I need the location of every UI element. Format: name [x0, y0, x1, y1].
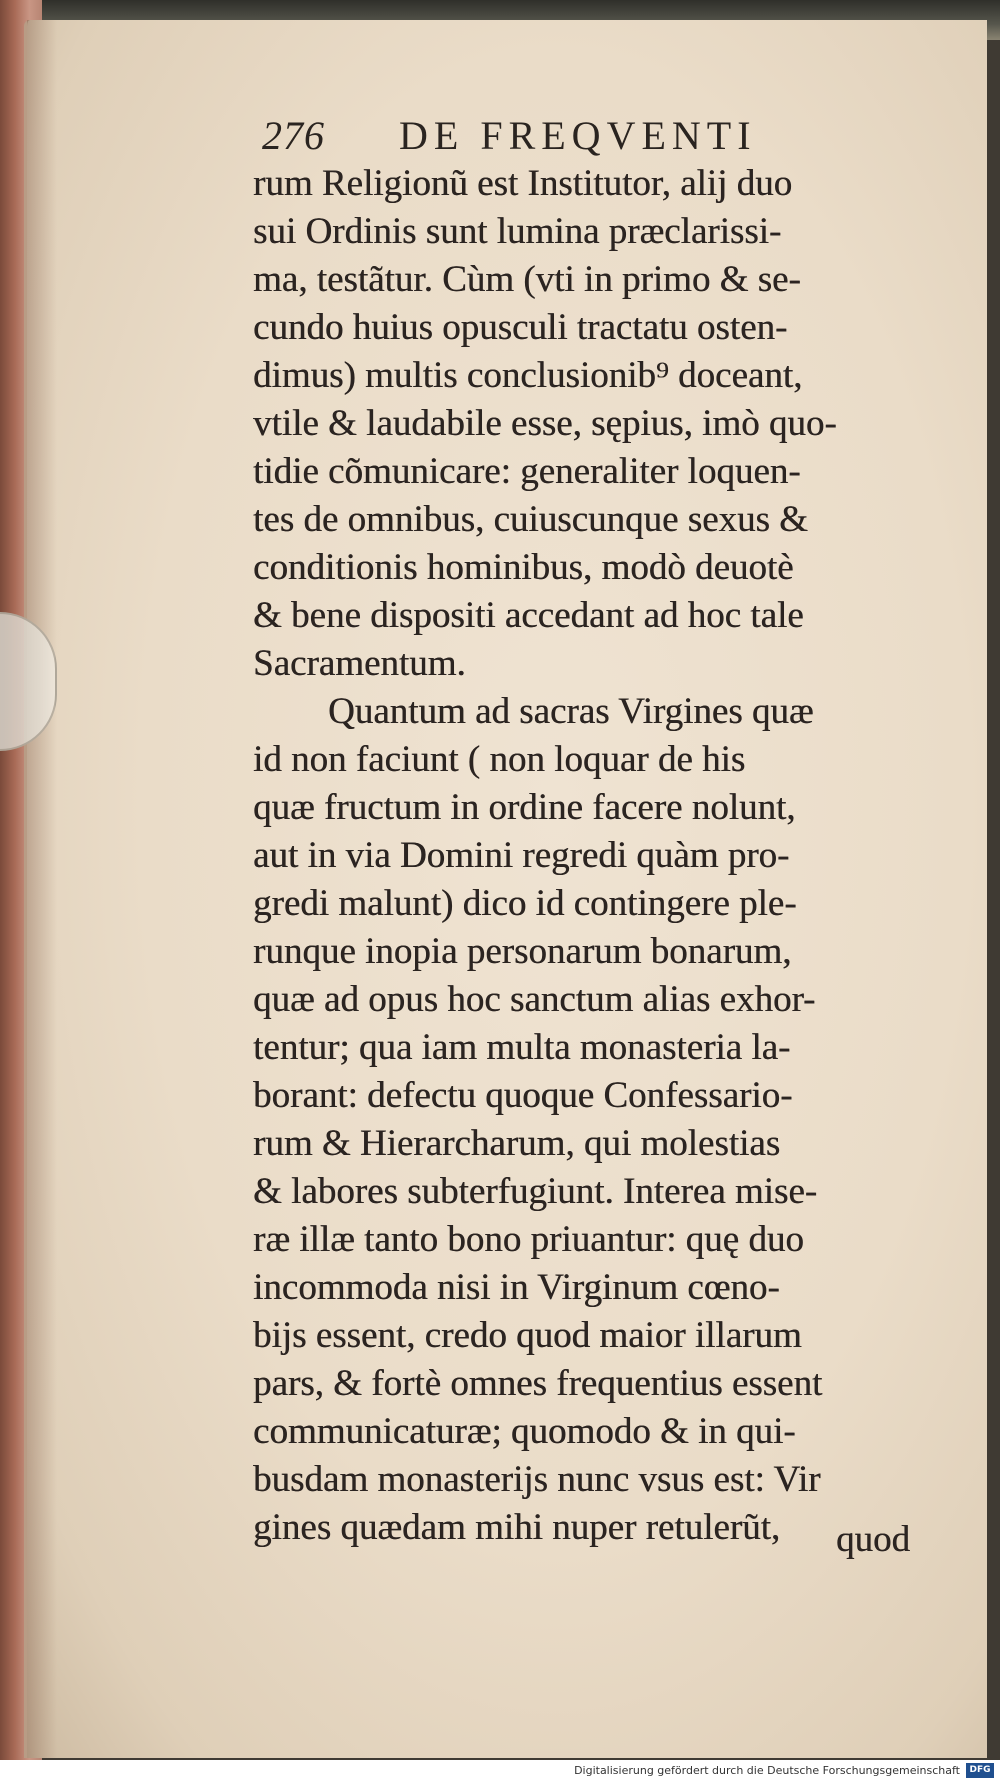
text-line: communicaturæ; quomodo & in qui- [253, 1411, 796, 1452]
text-line: tes de omnibus, cuiuscunque sexus & [253, 499, 808, 540]
text-line: incommoda nisi in Virginum cœno- [253, 1267, 780, 1308]
text-line: tidie cõmunicare: generaliter loquen- [253, 451, 801, 492]
text-line: rum & Hierarcharum, qui molestias [253, 1123, 781, 1164]
text-line: & labores subterfugiunt. Interea mise- [253, 1171, 818, 1212]
text-line: rum Religionũ est Institutor, alij duo [253, 163, 793, 204]
text-line: busdam monasterijs nunc vsus est: Vir [253, 1459, 821, 1500]
text-line: bijs essent, credo quod maior illarum [253, 1315, 802, 1356]
text-line: gredi malunt) dico id contingere ple- [253, 883, 797, 924]
text-line: ræ illæ tanto bono priuantur: quę duo [253, 1219, 804, 1260]
text-line: quæ fructum in ordine facere nolunt, [253, 787, 796, 828]
page-number: 276 [262, 113, 325, 158]
page-fold-shadow [27, 20, 57, 1758]
text-line: aut in via Domini regredi quàm pro- [253, 835, 790, 876]
text-line: quæ ad opus hoc sanctum alias exhor- [253, 979, 816, 1020]
text-line: conditionis hominibus, modò deuotè [253, 547, 794, 588]
text-line: sui Ordinis sunt lumina præclarissi- [253, 211, 782, 252]
text-line: tentur; qua iam multa monasteria la- [253, 1027, 791, 1068]
text-line: cundo huius opusculi tractatu osten- [253, 307, 788, 348]
body-text [253, 160, 943, 1552]
running-head: DE FREQVENTI [399, 113, 757, 158]
text-line: borant: defectu quoque Confessario- [253, 1075, 793, 1116]
digitization-footer [0, 1760, 1000, 1785]
dfg-logo: DFG [966, 1763, 994, 1778]
text-line: vtile & laudabile esse, sępius, imò quo- [253, 403, 837, 444]
text-line: Sacramentum. [253, 643, 466, 684]
text-line: pars, & fortè omnes frequentius essent [253, 1363, 823, 1404]
paragraph-start-line: Quantum ad sacras Virgines quæ [328, 691, 814, 732]
funding-credit: Digitalisierung gefördert durch die Deutsche Forschungsgemeinschaft [574, 1764, 960, 1777]
text-line: gines quædam mihi nuper retulerũt, [253, 1507, 781, 1548]
text-line: ma, testãtur. Cùm (vti in primo & se- [253, 259, 801, 300]
text-line: runque inopia personarum bonarum, [253, 931, 792, 972]
text-line: dimus) multis conclusionib⁹ doceant, [253, 355, 803, 396]
text-line: id non faciunt ( non loquar de his [253, 739, 746, 780]
catchword: quod [836, 1519, 910, 1560]
page-header [262, 112, 757, 159]
text-line: & bene dispositi accedant ad hoc tale [253, 595, 804, 636]
